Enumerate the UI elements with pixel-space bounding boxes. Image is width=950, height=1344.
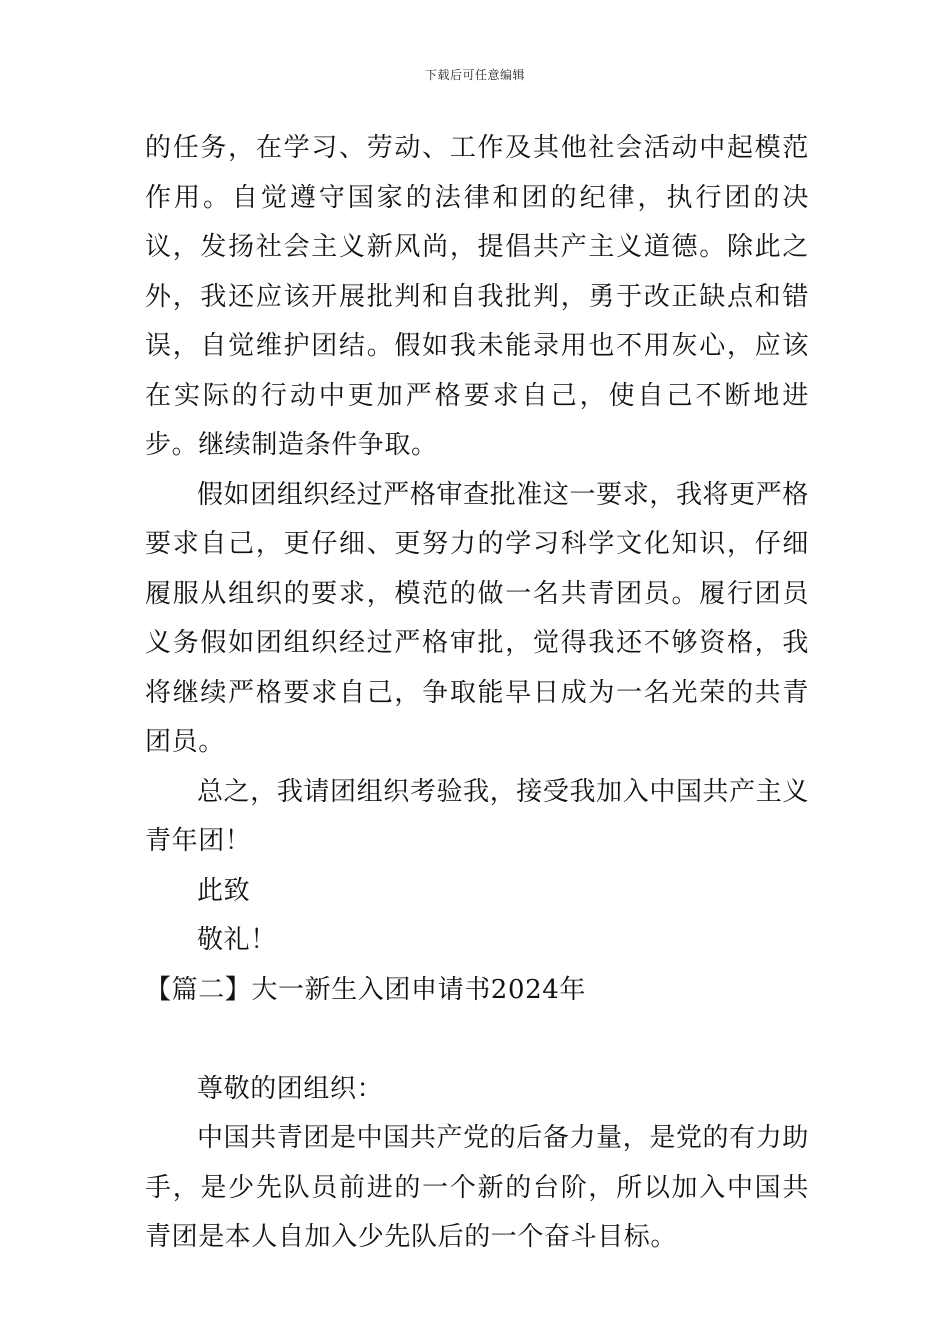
blank-line (145, 1015, 809, 1065)
paragraph-4: 中国共青团是中国共产党的后备力量，是党的有力助手，是少先队员前进的一个新的台阶，所以加入中国共青团是本人自加入少先队后的一个奋斗目标。 (145, 1123, 809, 1252)
document-body (145, 124, 809, 1263)
closing-line-2: 敬礼！ (197, 925, 277, 955)
paragraph-1: 的任务，在学习、劳动、工作及其他社会活动中起模范作用。自觉遵守国家的法律和团的纪律，执行团的决议，发扬社会主义新风尚，提倡共产主义道德。除此之外，我还应该开展批判和自我批判，勇于改正缺点和错误，自觉维护团结。假如我未能录用也不用灰心，应该在实际的行动中更加严格要求自己，使自己不断地进步。继续制造条件争取。 (145, 133, 809, 460)
salutation: 尊敬的团组织： (197, 1073, 384, 1104)
closing-line-1: 此致 (197, 875, 251, 906)
section-heading: 【篇二】大一新生入团申请书2024年 (145, 974, 586, 1005)
paragraph-2: 假如团组织经过严格审查批准这一要求，我将更严格要求自己，更仔细、更努力的学习科学文化知识，仔细履服从组织的要求，模范的做一名共青团员。履行团员义务假如团组织经过严格审批，觉得我还不够资格，我将继续严格要求自己，争取能早日成为一名光荣的共青团员。 (145, 479, 809, 757)
page-header: 下载后可任意编辑 (424, 68, 525, 82)
paragraph-3: 总之，我请团组织考验我，接受我加入中国共产主义青年团！ (145, 776, 809, 856)
